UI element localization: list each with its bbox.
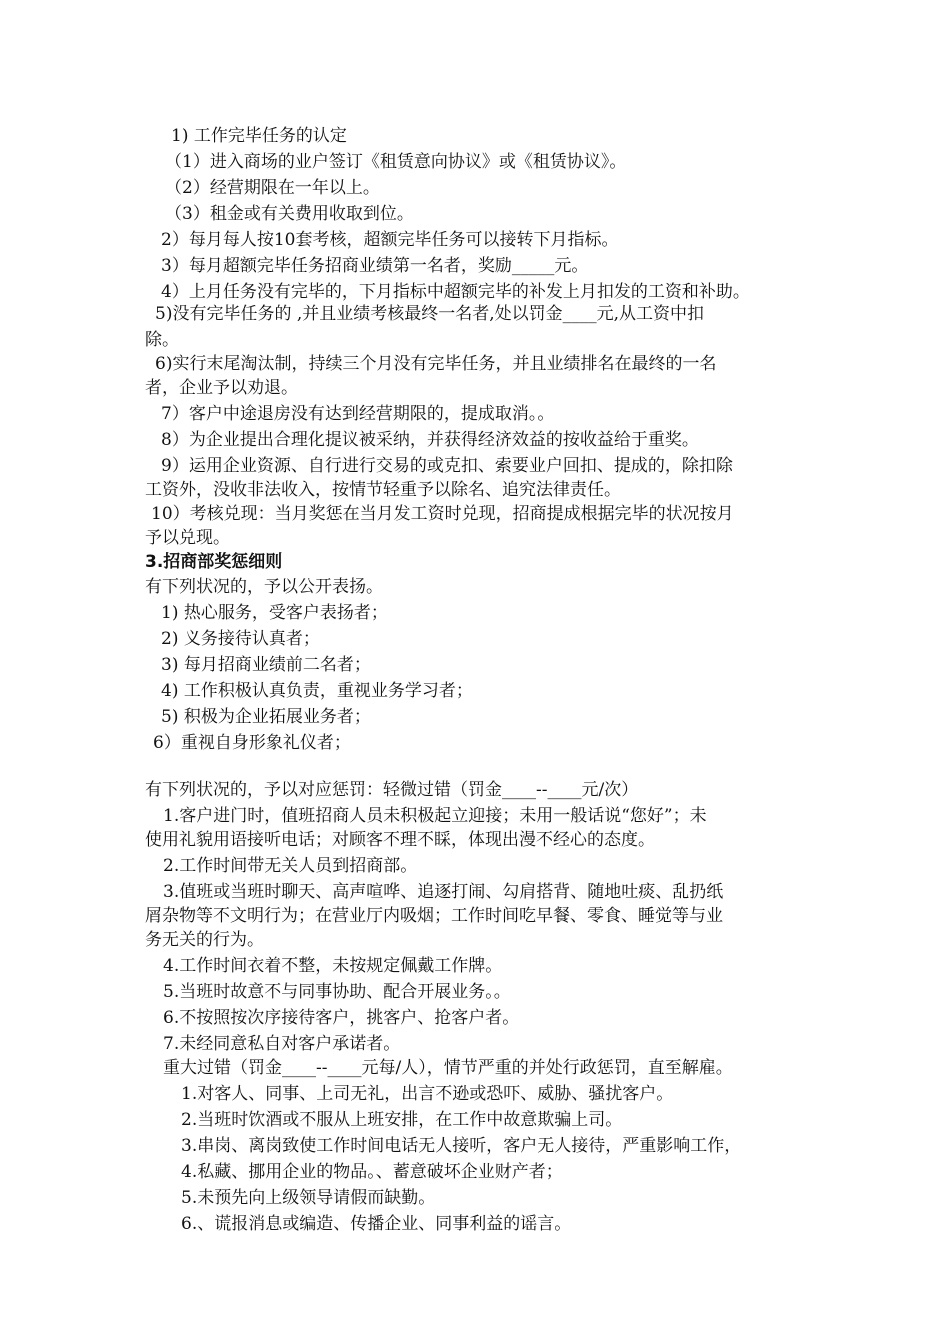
text-line: 2.当班时饮酒或不服从上班安排，在工作中故意欺骗上司。 xyxy=(181,1110,623,1130)
text-line: 重大过错（罚金____--____元每/人），情节严重的并处行政惩罚，直至解雇。 xyxy=(163,1058,733,1078)
text-line: 2.工作时间带无关人员到招商部。 xyxy=(163,856,418,876)
text-line: 6）重视自身形象礼仪者； xyxy=(153,733,351,753)
text-line: 8）为企业提出合理化提议被采纳，并获得经济效益的按收益给于重奖。 xyxy=(161,430,699,450)
text-line: 6)实行末尾淘汰制，持续三个月没有完毕任务，并且业绩排名在最终的一名 xyxy=(155,354,717,374)
text-line: 者，企业予以劝退。 xyxy=(145,378,298,398)
text-line: （2）经营期限在一年以上。 xyxy=(165,178,380,198)
text-line: 务无关的行为。 xyxy=(145,930,264,950)
text-line: 1) 热心服务，受客户表扬者； xyxy=(161,603,388,623)
text-line: 10）考核兑现：当月奖惩在当月发工资时兑现，招商提成根据完毕的状况按月 xyxy=(151,504,734,524)
text-line: 1.客户进门时，值班招商人员未积极起立迎接；未用一般话说“您好”；未 xyxy=(163,806,707,826)
text-line: 7）客户中途退房没有达到经营期限的，提成取消。。 xyxy=(161,404,555,424)
text-line: 使用礼貌用语接听电话；对顾客不理不睬，体现出漫不经心的态度。 xyxy=(145,830,655,850)
text-line: 除。 xyxy=(145,330,179,350)
text-line: 1) 工作完毕任务的认定 xyxy=(171,126,347,146)
section-heading: 3.招商部奖惩细则 xyxy=(145,552,283,572)
text-line: （3）租金或有关费用收取到位。 xyxy=(165,204,414,224)
text-line: 予以兑现。 xyxy=(145,528,230,548)
text-line: 3）每月超额完毕任务招商业绩第一名者，奖励_____元。 xyxy=(161,256,589,276)
text-line: 6.、谎报消息或编造、传播企业、同事利益的谣言。 xyxy=(181,1214,572,1234)
text-line: 3) 每月招商业绩前二名者； xyxy=(161,655,371,675)
text-line: 工资外，没收非法收入，按情节轻重予以除名、追究法律责任。 xyxy=(145,480,621,500)
text-line: 4) 工作积极认真负责，重视业务学习者； xyxy=(161,681,473,701)
text-line: 2) 义务接待认真者； xyxy=(161,629,320,649)
text-line: 有下列状况的，予以对应惩罚：轻微过错（罚金____--____元/次） xyxy=(145,780,639,800)
text-line: 屑杂物等不文明行为；在营业厅内吸烟；工作时间吃早餐、零食、睡觉等与业 xyxy=(145,906,723,926)
text-line: 5.未预先向上级领导请假而缺勤。 xyxy=(181,1188,436,1208)
text-line: 4.私藏、挪用企业的物品。、蓄意破坏企业财产者； xyxy=(181,1162,563,1182)
text-line: 5.当班时故意不与同事协助、配合开展业务。。 xyxy=(163,982,511,1002)
text-line: 7.未经同意私自对客户承诺者。 xyxy=(163,1034,401,1054)
text-line: 4）上月任务没有完毕的，下月指标中超额完毕的补发上月扣发的工资和补助。 xyxy=(161,282,750,302)
text-line: 5) 积极为企业拓展业务者； xyxy=(161,707,371,727)
text-line: 2）每月每人按10套考核，超额完毕任务可以接转下月指标。 xyxy=(161,230,619,250)
text-line: 3.串岗、离岗致使工作时间电话无人接听，客户无人接待，严重影响工作， xyxy=(181,1136,742,1156)
text-line: 6.不按照按次序接待客户，挑客户、抢客户者。 xyxy=(163,1008,520,1028)
text-line: （1）进入商场的业户签订《租赁意向协议》或《租赁协议》。 xyxy=(165,152,627,172)
text-line: 1.对客人、同事、上司无礼，出言不逊或恐吓、威胁、骚扰客户。 xyxy=(181,1084,674,1104)
text-line: 4.工作时间衣着不整，未按规定佩戴工作牌。 xyxy=(163,956,503,976)
text-line: 9）运用企业资源、自行进行交易的或克扣、索要业户回扣、提成的，除扣除 xyxy=(161,456,733,476)
text-line: 5)没有完毕任务的 ,并且业绩考核最终一名者,处以罚金____元,从工资中扣 xyxy=(155,304,705,324)
text-line: 有下列状况的，予以公开表扬。 xyxy=(145,577,383,597)
text-line: 3.值班或当班时聊天、高声喧哗、追逐打闹、勾肩搭背、随地吐痰、乱扔纸 xyxy=(163,882,724,902)
